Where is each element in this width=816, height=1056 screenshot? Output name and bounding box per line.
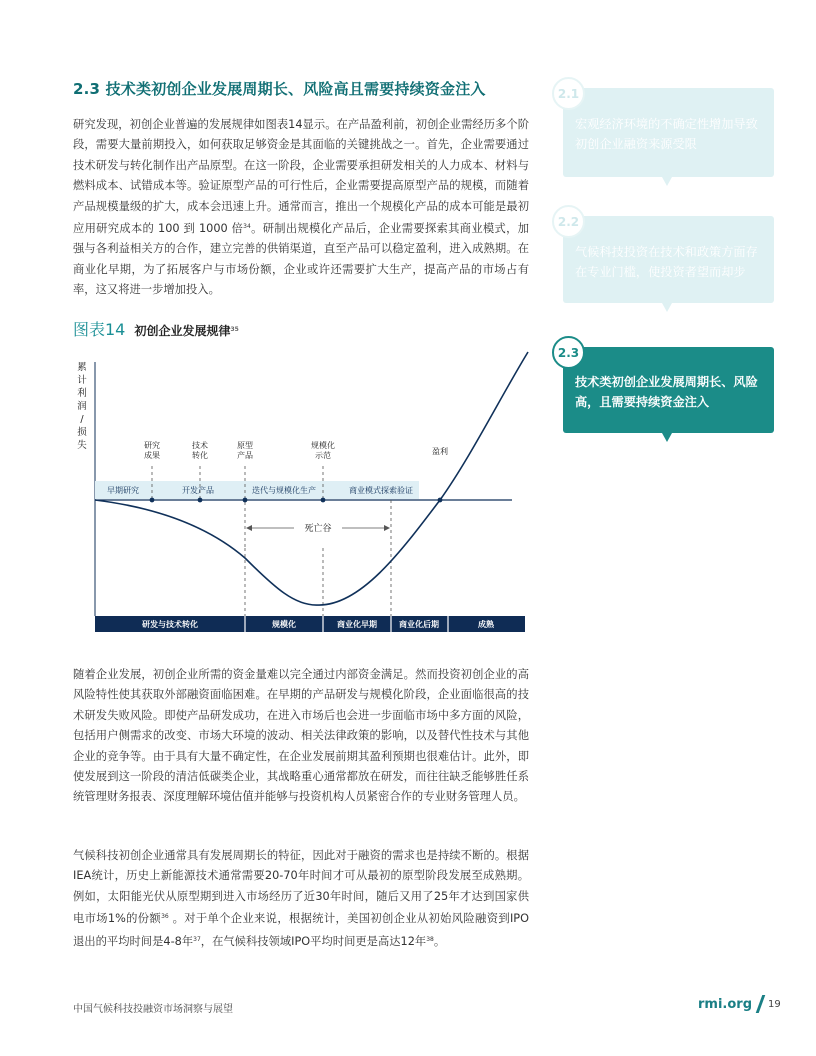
y-axis-label-char: 损: [77, 427, 87, 438]
phase-label: 研发与技术转化: [142, 620, 198, 629]
phase-label: 商业化后期: [399, 620, 439, 629]
ml-1b: 转化: [192, 451, 208, 460]
side-card-number: 2.1: [552, 77, 585, 110]
ml-3a: 规模化: [311, 441, 335, 450]
side-card-2-1[interactable]: [557, 86, 774, 177]
paragraph-3-text-d: 。: [433, 934, 446, 948]
side-card-text: 宏观经济环境的不确定性增加导致初创企业融资来源受限: [575, 117, 758, 151]
footnote-ref-36[interactable]: 36: [161, 913, 169, 921]
side-card-2-3-active[interactable]: [557, 345, 774, 433]
y-axis-label-char: 计: [77, 375, 87, 386]
ml-2b: 产品: [237, 451, 253, 460]
paragraph-1: [73, 115, 529, 301]
stage-label: 开发产品: [182, 486, 214, 495]
y-axis-label: [77, 362, 87, 451]
stage-label: 早期研究: [107, 486, 139, 495]
paragraph-1-text-a: 研究发现，初创企业普遍的发展规律如图表14显示。在产品盈利前，初创企业需经历多个阶段，需要大量前期投入，如何获取足够资金是其面临的关键挑战之一。首先，企业需要通过技术研发与转化制作出产品原型。在这一阶段，企业需要承担研发相关的人力成本、材料与燃料成本、试错成本等。验证原型产品的可行性后，企业需要提高原型产品的规模，而随着产品规模量级的扩大，成本会迅速上升。通常而言，推出一个规模化产品的成本可能是最初应用研究成本的 100 到 1000 倍: [73, 118, 529, 236]
footnote-ref-38[interactable]: 38: [426, 935, 434, 943]
milestone-label-research: [144, 440, 160, 460]
milestone-dot: [198, 498, 203, 503]
milestone-dot: [150, 498, 155, 503]
phase-label: 商业化早期: [337, 620, 377, 629]
side-card-pointer: [662, 303, 672, 312]
phase-label: 成熟: [478, 620, 494, 629]
figure-title: [73, 317, 239, 340]
ml-3b: 示范: [315, 451, 331, 460]
paragraph-2: 随着企业发展，初创企业所需的资金量难以完全通过内部资金满足。然而投资初创企业的高风险特性使其获取外部融资面临困难。在早期的产品研发与规模化阶段，企业面临很高的技术研发失败风险。即使产品研发成功，在进入市场后也会进一步面临市场中多方面的风险，包括用户侧需求的改变、市场大环境的波动、相关法律政策的影响，以及替代性技术与其他企业的竞争等。由于具有大量不确定性，在企业发展前期其盈利预期也很难估计。此外，即使发展到这一阶段的清洁低碳类企业，其战略重心通常都放在研发，而往往缺乏能够胜任系统管理财务报表、深度理解环境估值并能够与投资机构人员紧密合作的专业财务管理人员。: [73, 668, 529, 804]
side-card-2-2[interactable]: [557, 214, 774, 303]
footnote-ref-34[interactable]: 34: [243, 223, 251, 231]
paragraph-1-text-b: 。研制出规模化产品后，企业需要探索其商业模式，加强与各利益相关方的合作，建立完善的供销渠道，直至产品可以稳定盈利，进入成熟期。在商业化早期，为了拓展客户与市场份额，企业或许还需要扩大生产，提高产品的市场占有率，这又将进一步增加投入。: [73, 222, 529, 297]
figure-label: 图表14: [73, 320, 126, 339]
paragraph-3-text-b: 。对于单个企业来说，根据统计，美国初创企业从初始风险融资到IPO 退出的平均时间是4-8年: [73, 912, 529, 948]
side-card-number: 2.2: [552, 205, 585, 238]
site-link[interactable]: rmi.org: [698, 996, 752, 1012]
milestone-label-tech: [192, 440, 208, 460]
paragraph-3: [73, 846, 529, 952]
stage-label: 商业模式探索验证: [349, 486, 413, 495]
milestone-label-profit: 盈利: [432, 447, 448, 456]
section-title: 2.3 技术类初创企业发展周期长、风险高且需要持续资金注入: [73, 80, 486, 98]
paragraph-3-text-a: 气候科技初创企业通常具有发展周期长的特征，因此对于融资的需求也是持续不断的。根据IEA统计，历史上新能源技术通常需要20-70年时间才可从最初的原型阶段发展至成熟期。例如，太阳能光伏从原型期到进入市场经历了近30年时间，随后又用了25年才达到国家供电市场1%的份额: [73, 849, 529, 926]
side-card-number: 2.3: [552, 336, 585, 369]
side-card-pointer: [662, 433, 672, 442]
stage-label: 迭代与规模化生产: [252, 486, 316, 495]
valley-label: 死亡谷: [304, 524, 332, 534]
ml-1a: 技术: [192, 441, 208, 450]
profit-loss-curve: [95, 352, 528, 605]
valley-arrow-head-right: [384, 525, 390, 531]
footer-report-title: 中国气候科技投融资市场洞察与展望: [73, 1004, 233, 1015]
milestone-label-demo: [311, 440, 335, 460]
milestone-dot: [243, 498, 248, 503]
footnote-ref-37[interactable]: 37: [193, 935, 201, 943]
side-card-text: 技术类初创企业发展周期长、风险高，且需要持续资金注入: [575, 375, 758, 409]
figure-name-text: 初创企业发展规律: [134, 324, 231, 338]
phase-label: 规模化: [272, 620, 296, 629]
ml-0b: 成果: [144, 451, 160, 460]
y-axis-label-char: 润: [77, 401, 87, 412]
y-axis-label-char: 失: [77, 440, 87, 451]
milestone-dot: [321, 498, 326, 503]
footnote-ref-35[interactable]: 35: [230, 326, 239, 333]
paragraph-3-text-c: ，在气候科技领域IPO平均时间更是高达12年: [200, 934, 427, 948]
milestone-label-prototype: [237, 440, 253, 460]
y-axis-label-char: 累: [77, 362, 87, 373]
valley-arrow-head-left: [246, 525, 252, 531]
ml-0a: 研究: [144, 441, 160, 450]
side-card-pointer: [662, 177, 672, 186]
figure-name: [134, 324, 238, 338]
page-number: 19: [768, 998, 781, 1010]
side-card-text: 气候科技投资在技术和政策方面存在专业门槛，使投资者望而却步: [575, 245, 758, 279]
startup-development-chart: [70, 348, 532, 638]
ml-2a: 原型: [237, 441, 253, 450]
y-axis-label-char: /: [80, 414, 84, 425]
footer-brand: [698, 995, 781, 1013]
y-axis-label-char: 利: [77, 388, 87, 399]
slash-mark: [756, 995, 766, 1013]
